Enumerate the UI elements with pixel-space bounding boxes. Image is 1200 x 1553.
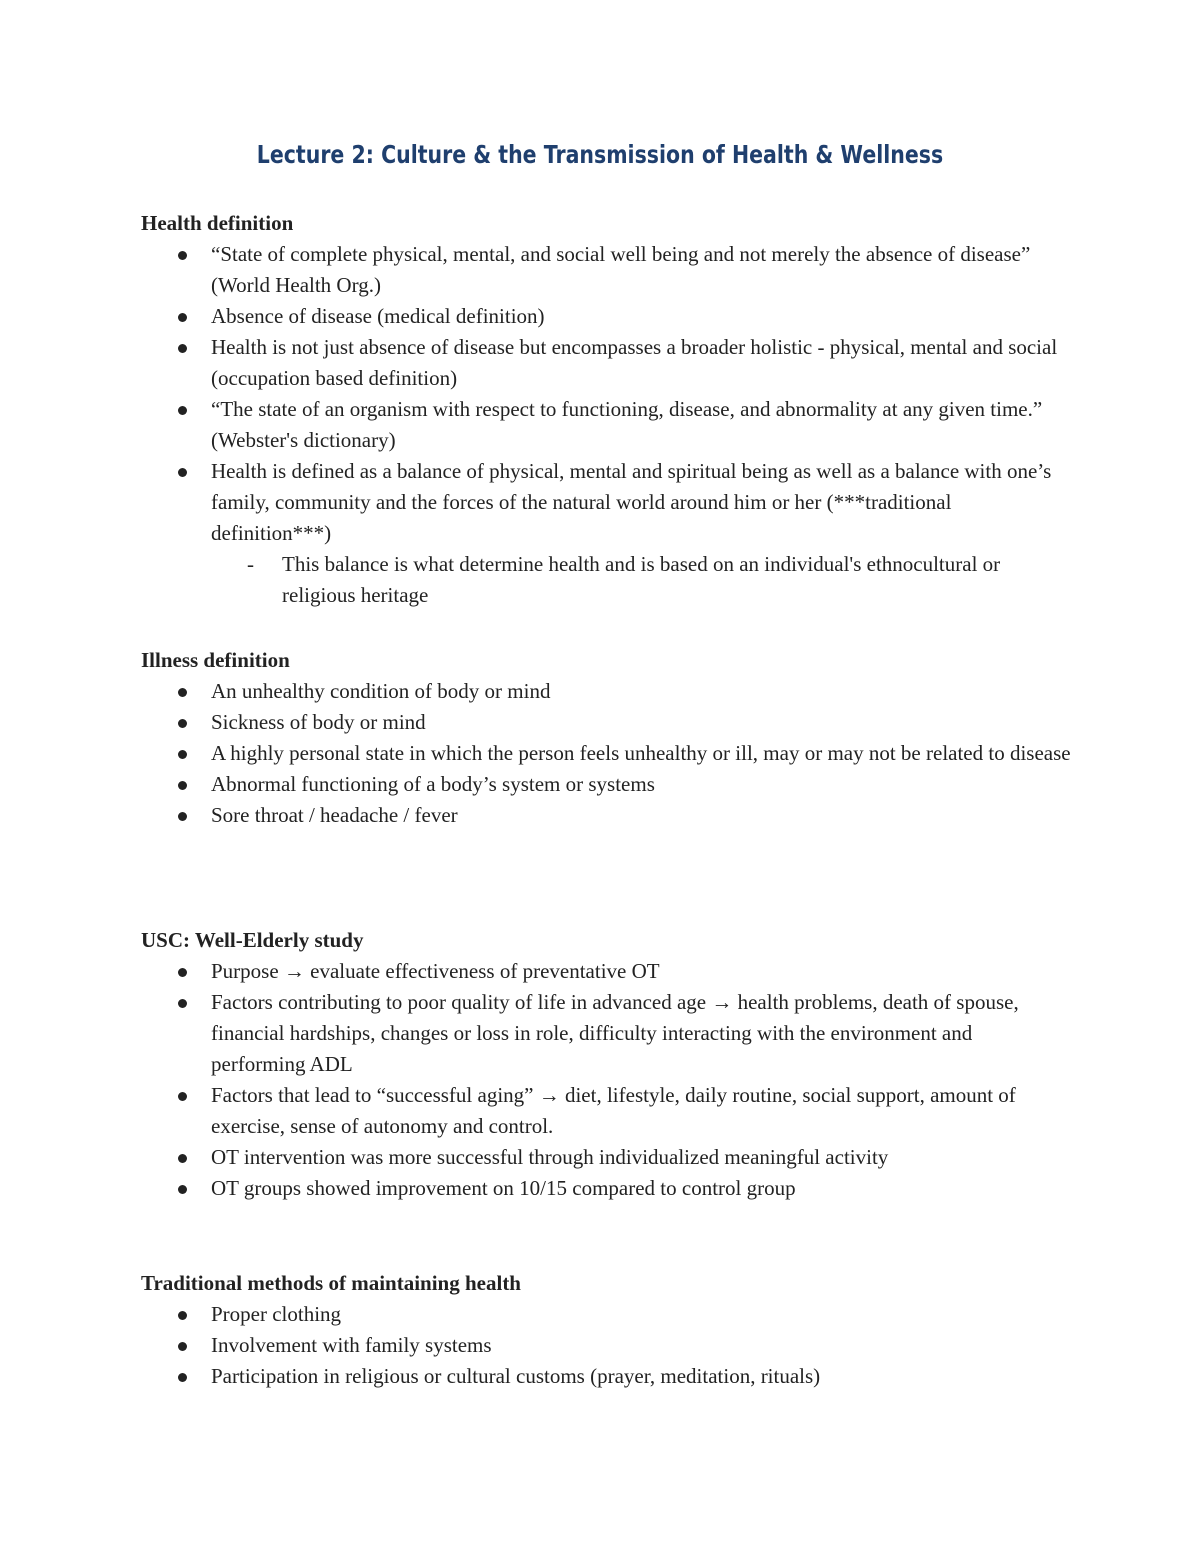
list-item-text: Absence of disease (medical definition) — [211, 304, 545, 328]
bullet-list — [141, 956, 1071, 1204]
list-item — [141, 456, 1071, 611]
list-item — [141, 239, 1071, 301]
list-item-text: OT groups showed improvement on 10/15 compared to control group — [211, 1176, 796, 1200]
section-heading: Traditional methods of maintaining health — [141, 1271, 521, 1295]
list-item-text: Health is not just absence of disease but encompasses a broader holistic - physical, mental and social (occupation based definition) — [211, 335, 1058, 390]
sub-list-item-text: This balance is what determine health and is based on an individual's ethnocultural or religious heritage — [282, 552, 1001, 607]
list-item-text: “State of complete physical, mental, and social well being and not merely the absence of disease” (World Health Org.) — [211, 242, 1031, 297]
list-item — [141, 1299, 1071, 1330]
section-heading: Health definition — [141, 211, 294, 235]
bullet-icon — [178, 1373, 187, 1382]
list-item-text: OT intervention was more successful through individualized meaningful activity — [211, 1145, 889, 1169]
bullet-icon — [178, 313, 187, 322]
list-item — [141, 800, 1071, 831]
dash-icon: - — [247, 552, 254, 576]
list-item-text: Abnormal functioning of a body’s system or systems — [211, 772, 655, 796]
bullet-icon — [178, 719, 187, 728]
bullet-icon — [178, 750, 187, 759]
list-item — [141, 676, 1071, 707]
list-item — [141, 707, 1071, 738]
list-item — [141, 987, 1071, 1080]
bullet-icon — [178, 1154, 187, 1163]
list-item — [141, 1173, 1071, 1204]
section-heading: Illness definition — [141, 648, 290, 672]
list-item-text: Health is defined as a balance of physical, mental and spiritual being as well as a balance with one’s family, community and the forces of the natural world around him or her (***traditional definition***) — [211, 459, 1052, 545]
list-item — [141, 332, 1071, 394]
list-item — [141, 769, 1071, 800]
bullet-icon — [178, 1342, 187, 1351]
section-well-elderly-study — [141, 925, 1071, 1204]
bullet-icon — [178, 344, 187, 353]
list-item-text: Proper clothing — [211, 1302, 342, 1326]
list-item — [141, 1361, 1071, 1392]
bullet-icon — [178, 1185, 187, 1194]
list-item-text: Sickness of body or mind — [211, 710, 426, 734]
list-item-text: Involvement with family systems — [211, 1333, 492, 1357]
bullet-icon — [178, 406, 187, 415]
list-item-text: An unhealthy condition of body or mind — [211, 679, 551, 703]
list-item — [141, 394, 1071, 456]
list-item-text: “The state of an organism with respect to functioning, disease, and abnormality at any given time.” (Webster's dictionary) — [211, 397, 1043, 452]
bullet-icon — [178, 688, 187, 697]
bullet-icon — [178, 1092, 187, 1101]
section-health-definition — [141, 208, 1071, 611]
section-heading: USC: Well-Elderly study — [141, 928, 364, 952]
list-item — [141, 1330, 1071, 1361]
bullet-list — [141, 676, 1071, 831]
section-illness-definition — [141, 645, 1071, 831]
bullet-icon — [178, 1311, 187, 1320]
bullet-icon — [178, 251, 187, 260]
list-item-text: Participation in religious or cultural customs (prayer, meditation, rituals) — [211, 1364, 821, 1388]
list-item — [141, 1080, 1071, 1142]
bullet-icon — [178, 968, 187, 977]
list-item-text: Sore throat / headache / fever — [211, 803, 458, 827]
section-traditional-methods — [141, 1268, 1071, 1392]
list-item — [141, 1142, 1071, 1173]
sub-list — [211, 549, 1071, 611]
list-item — [141, 301, 1071, 332]
bullet-list — [141, 1299, 1071, 1392]
bullet-icon — [178, 468, 187, 477]
sub-list-item — [211, 549, 1071, 611]
bullet-icon — [178, 781, 187, 790]
list-item-text: Purpose → evaluate effectiveness of preventative OT — [211, 959, 660, 983]
list-item-text: Factors contributing to poor quality of life in advanced age → health problems, death of spouse, financial hardships, changes or loss in role, difficulty interacting with the environment and performing ADL — [211, 990, 1019, 1076]
page-title: Lecture 2: Culture & the Transmission of Health & Wellness — [256, 140, 944, 169]
list-item-text: A highly personal state in which the person feels unhealthy or ill, may or may not be related to disease — [211, 741, 1071, 765]
list-item — [141, 956, 1071, 987]
bullet-list — [141, 239, 1071, 611]
list-item-text: Factors that lead to “successful aging” → diet, lifestyle, daily routine, social support, amount of exercise, sense of autonomy and control. — [211, 1083, 1016, 1138]
list-item — [141, 738, 1071, 769]
bullet-icon — [178, 999, 187, 1008]
bullet-icon — [178, 812, 187, 821]
